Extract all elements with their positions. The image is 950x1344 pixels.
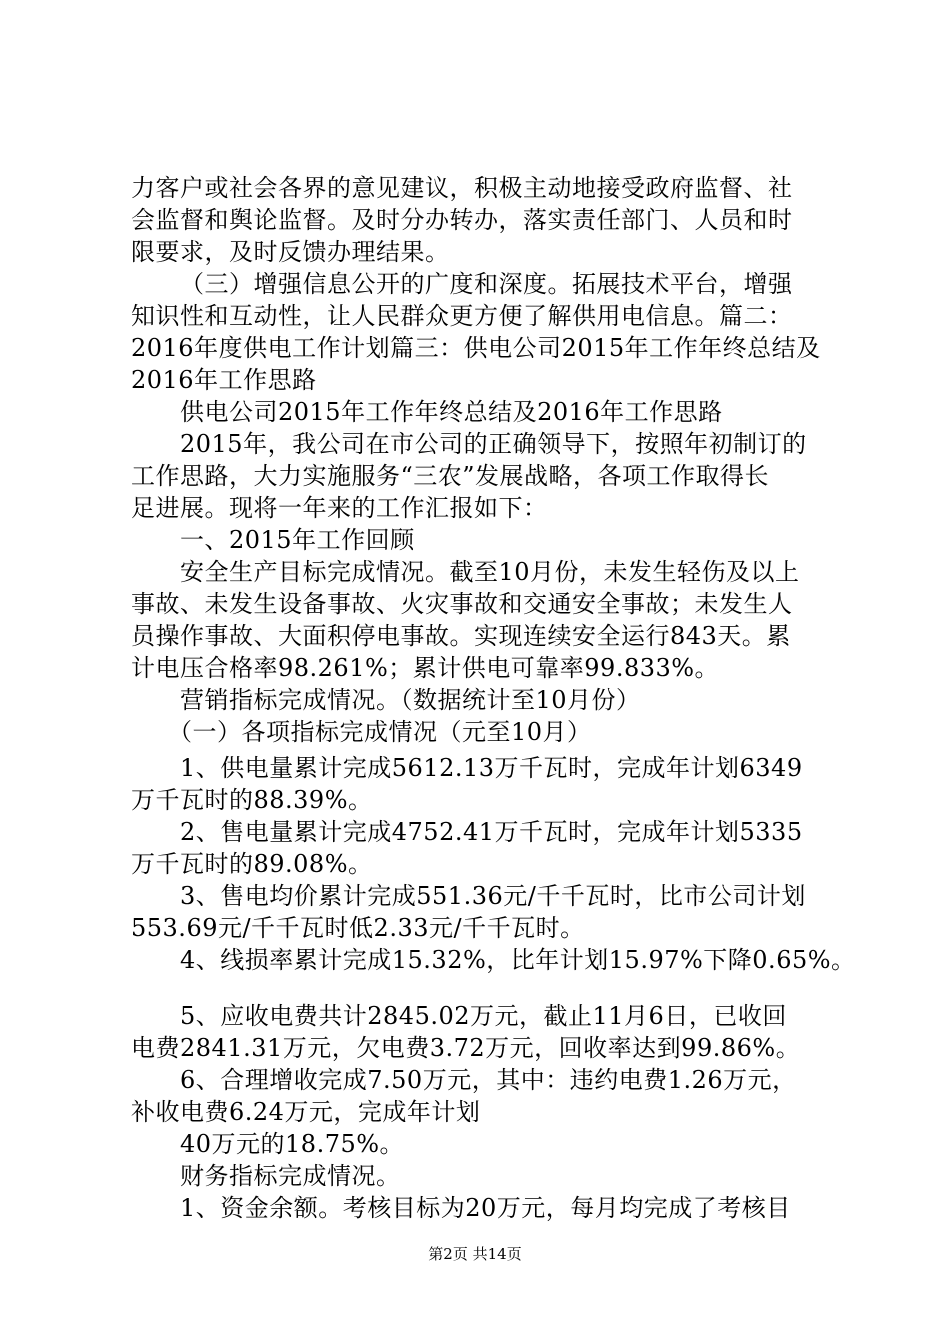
paragraph-line: 2015年，我公司在市公司的正确领导下，按照年初制订的: [180, 430, 807, 458]
list-item-line: 1、供电量累计完成5612.13万千瓦时，完成年计划6349: [180, 754, 803, 782]
list-item-line: 2、售电量累计完成4752.41万千瓦时，完成年计划5335: [180, 818, 803, 846]
paragraph-line: 知识性和互动性，让人民群众更方便了解供用电信息。篇二：: [131, 302, 793, 330]
list-item-line: 电费2841.31万元，欠电费3.72万元，回收率达到99.86%。: [131, 1034, 801, 1062]
paragraph-line: 事故、未发生设备事故、火灾事故和交通安全事故；未发生人: [131, 590, 793, 618]
paragraph-line: 工作思路，大力实施服务“三农”发展战略，各项工作取得长: [131, 462, 770, 490]
paragraph-line: 营销指标完成情况。（数据统计至10月份）: [180, 686, 641, 714]
list-item-line: 3、售电均价累计完成551.36元/千千瓦时，比市公司计划: [180, 882, 806, 910]
list-item-line: 40万元的18.75%。: [180, 1130, 405, 1158]
paragraph-line: 2016年工作思路: [131, 366, 317, 394]
list-item-line: 4、线损率累计完成15.32%，比年计划15.97%下降0.65%。: [180, 946, 856, 974]
list-item-line: 5、应收电费共计2845.02万元，截止11月6日，已收回: [180, 1002, 787, 1030]
list-item-line: 补收电费6.24万元，完成年计划: [131, 1098, 481, 1126]
paragraph-line: 会监督和舆论监督。及时分办转办，落实责任部门、人员和时: [131, 206, 793, 234]
subsection-heading: （一）各项指标完成情况（元至10月）: [168, 718, 592, 746]
paragraph-line: 计电压合格率98.261%；累计供电可靠率99.833%。: [131, 654, 720, 682]
list-item-line: 1、资金余额。考核目标为20万元，每月均完成了考核目: [180, 1194, 791, 1222]
list-item-line: 万千瓦时的88.39%。: [131, 786, 373, 814]
paragraph-line: 财务指标完成情况。: [180, 1162, 401, 1190]
paragraph-line: 2016年度供电工作计划篇三：供电公司2015年工作年终总结及: [131, 334, 821, 362]
section-heading: 一、2015年工作回顾: [180, 526, 415, 554]
paragraph-line: （三）增强信息公开的广度和深度。拓展技术平台，增强: [180, 270, 793, 298]
list-item-line: 553.69元/千千瓦时低2.33元/千千瓦时。: [131, 914, 585, 942]
list-item-line: 6、合理增收完成7.50万元，其中：违约电费1.26万元，: [180, 1066, 797, 1094]
paragraph-line: 员操作事故、大面积停电事故。实现连续安全运行843天。累: [131, 622, 791, 650]
paragraph-line: 限要求，及时反馈办理结果。: [131, 238, 450, 266]
list-item-line: 万千瓦时的89.08%。: [131, 850, 373, 878]
section-title: 供电公司2015年工作年终总结及2016年工作思路: [180, 398, 723, 426]
paragraph-line: 力客户或社会各界的意见建议，积极主动地接受政府监督、社: [131, 174, 793, 202]
page-number-footer: 第2页 共14页: [428, 1245, 522, 1263]
paragraph-line: 足进展。现将一年来的工作汇报如下：: [131, 494, 548, 522]
paragraph-line: 安全生产目标完成情况。截至10月份，未发生轻伤及以上: [180, 558, 800, 586]
